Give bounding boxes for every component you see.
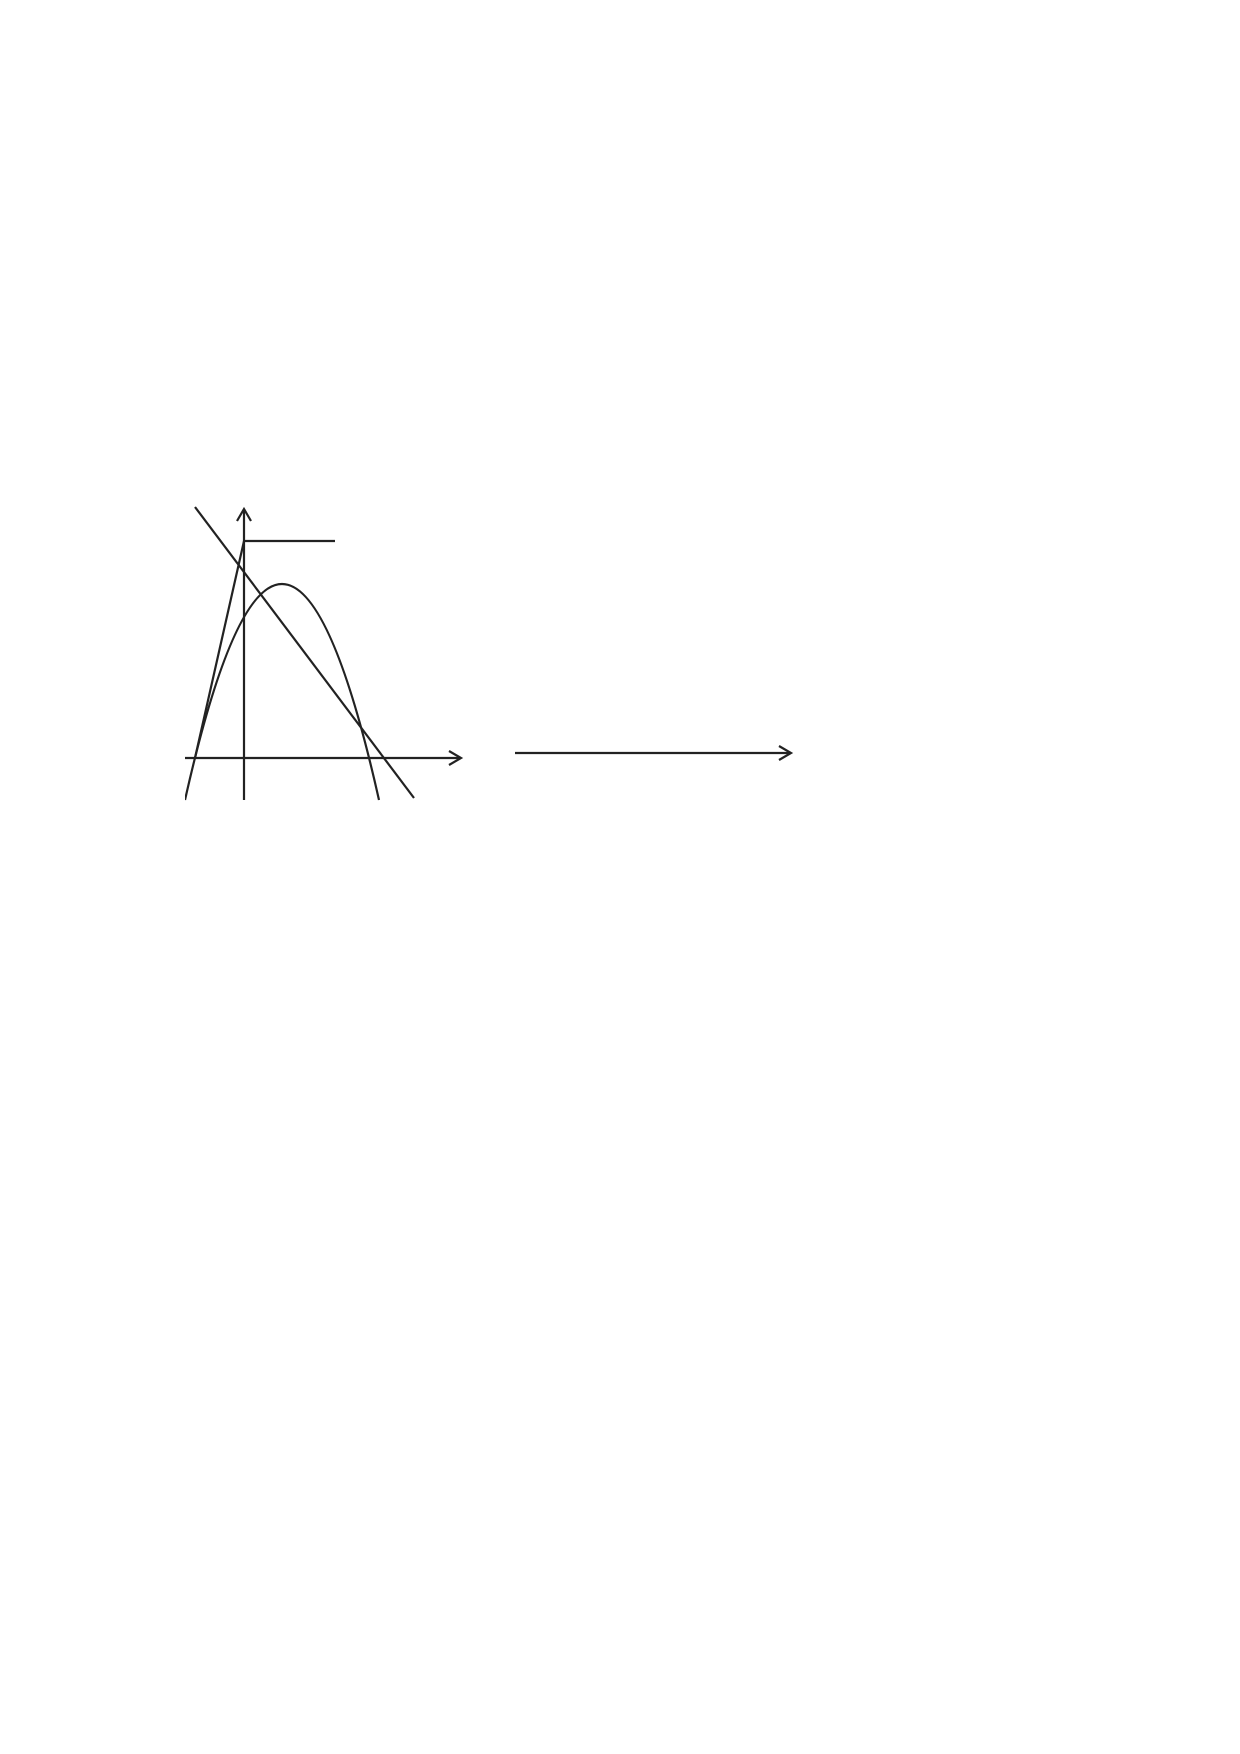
figure-backup <box>515 505 805 805</box>
figure-main <box>185 505 475 805</box>
segment-ac <box>195 541 244 758</box>
parabola <box>185 584 379 800</box>
